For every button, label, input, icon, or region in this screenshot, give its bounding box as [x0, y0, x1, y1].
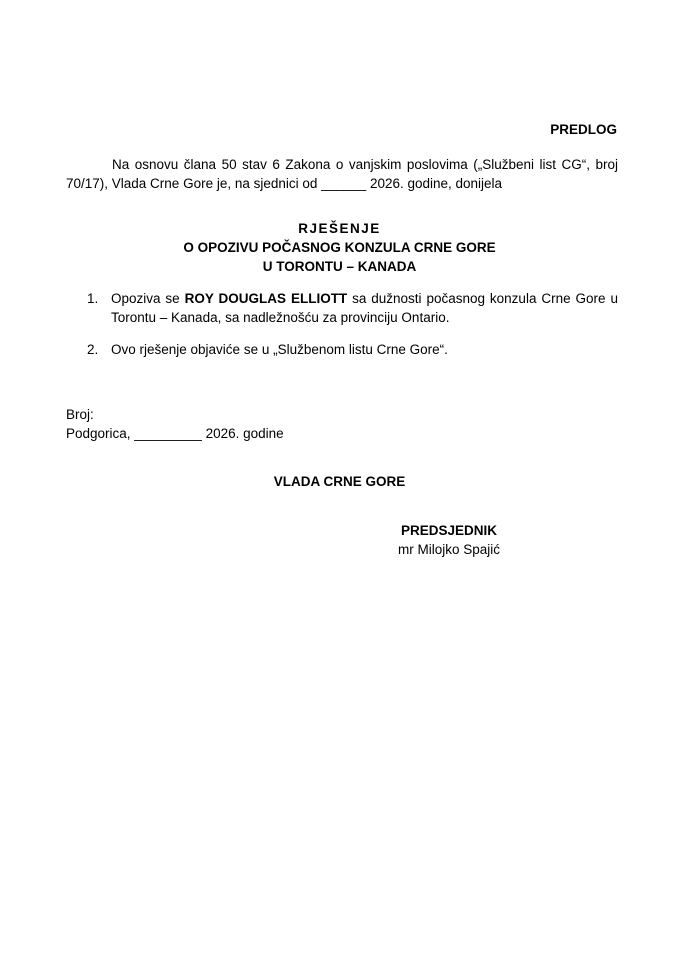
document-status-label: PREDLOG — [550, 122, 617, 137]
place-and-date: Podgorica, _________ 2026. godine — [66, 426, 284, 441]
president-name: mr Milojko Spajić — [398, 542, 501, 557]
list-item-text-before: Opoziva se — [111, 291, 185, 306]
list-item-text — [111, 289, 618, 327]
document-subtitle-line1: O OPOZIVU POČASNOG KONZULA CRNE GORE — [183, 240, 496, 255]
government-name: VLADA CRNE GORE — [273, 474, 406, 489]
list-item-number: 2. — [87, 342, 99, 357]
list-item-text-after: sa dužnosti počasnog konzula Crne Gore u Torontu – Kanada, sa nadležnošću za provinciju Ontario. — [111, 291, 618, 325]
reference-number-label: Broj: — [66, 407, 94, 422]
document-subtitle-line2: U TORONTU – KANADA — [262, 259, 417, 274]
president-title: PREDSJEDNIK — [401, 523, 498, 538]
document-title: RJEŠENJE — [298, 221, 381, 236]
list-item — [87, 289, 618, 327]
intro-paragraph: Na osnovu člana 50 stav 6 Zakona o vanjskim poslovima („Službeni list CG“, broj 70/17), Vlada Crne Gore je, na sjednici od ______ 2026. godine, donijela — [66, 157, 618, 191]
list-item-number: 1. — [87, 291, 99, 306]
list-item-text: Ovo rješenje objaviće se u „Službenom listu Crne Gore“. — [111, 342, 448, 357]
signature-block — [398, 521, 500, 559]
consul-name: ROY DOUGLAS ELLIOTT — [184, 291, 348, 306]
list-item — [87, 340, 618, 359]
